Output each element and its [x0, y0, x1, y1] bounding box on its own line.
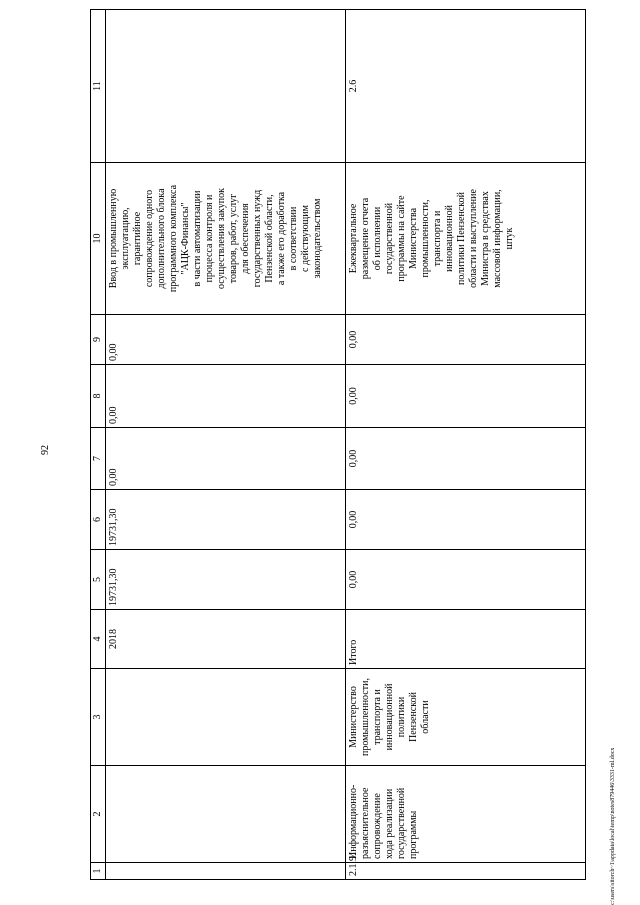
column-number: 11 [91, 10, 106, 163]
event-name: Информационно- разъяснительное сопровождение хода реализации государственной программы [346, 766, 586, 863]
executor: Министерство промышленности, транспорта и инновационной политики Пензенской области [346, 669, 586, 766]
column-number: 1 [91, 863, 106, 880]
column-number: 9 [91, 315, 106, 365]
column-number: 3 [91, 669, 106, 766]
extra-budget: 0,00 [106, 315, 346, 365]
column-number: 10 [91, 163, 106, 315]
column-number: 5 [91, 550, 106, 610]
federal-budget: 0,00 [346, 428, 586, 490]
regional-budget: 19731,30 [106, 490, 346, 550]
indicator-link [106, 10, 346, 163]
column-number-row [91, 10, 106, 880]
result-indicator: Ежеквартальное размещение отчета об исполнении государственной программы на сайте Министерства промышленности, транспорта и инновационной политики Пензенской области и выступление Министра в средствах массовой информации, штук [346, 163, 586, 315]
extra-budget: 0,00 [346, 315, 586, 365]
local-budget: 0,00 [346, 365, 586, 428]
result-indicator: Ввод в промышленную эксплуатацию, гарантийное сопровождение одного дополнительного блока программного комплекса "АЦК-Финансы" в части автоматизации процесса контроля и осуществления закупок товаров, работ, услуг для обеспечения государственных нужд Пензенской области, а также его доработка в соответствии с действующим законодательством [106, 163, 346, 315]
total-amount: 19731,30 [106, 550, 346, 610]
file-path-footer: c:\users\sitorch~1\appdata\local\temp\notes879446\3331-ml.docx [610, 747, 616, 905]
page-number: 92 [40, 445, 51, 455]
column-number: 2 [91, 766, 106, 863]
year: 2018 [106, 610, 346, 669]
column-number: 7 [91, 428, 106, 490]
row-code [106, 863, 346, 880]
total-amount: 0,00 [346, 550, 586, 610]
table-row [346, 10, 586, 880]
executor [106, 669, 346, 766]
column-number: 8 [91, 365, 106, 428]
table-row [106, 10, 346, 880]
local-budget: 0,00 [106, 365, 346, 428]
year: Итого [346, 610, 586, 669]
indicator-link: 2.6 [346, 10, 586, 163]
column-number: 6 [91, 490, 106, 550]
event-name [106, 766, 346, 863]
column-number: 4 [91, 610, 106, 669]
federal-budget: 0,00 [106, 428, 346, 490]
program-table [90, 9, 586, 880]
regional-budget: 0,00 [346, 490, 586, 550]
row-code: 2.1.9. [346, 863, 586, 880]
